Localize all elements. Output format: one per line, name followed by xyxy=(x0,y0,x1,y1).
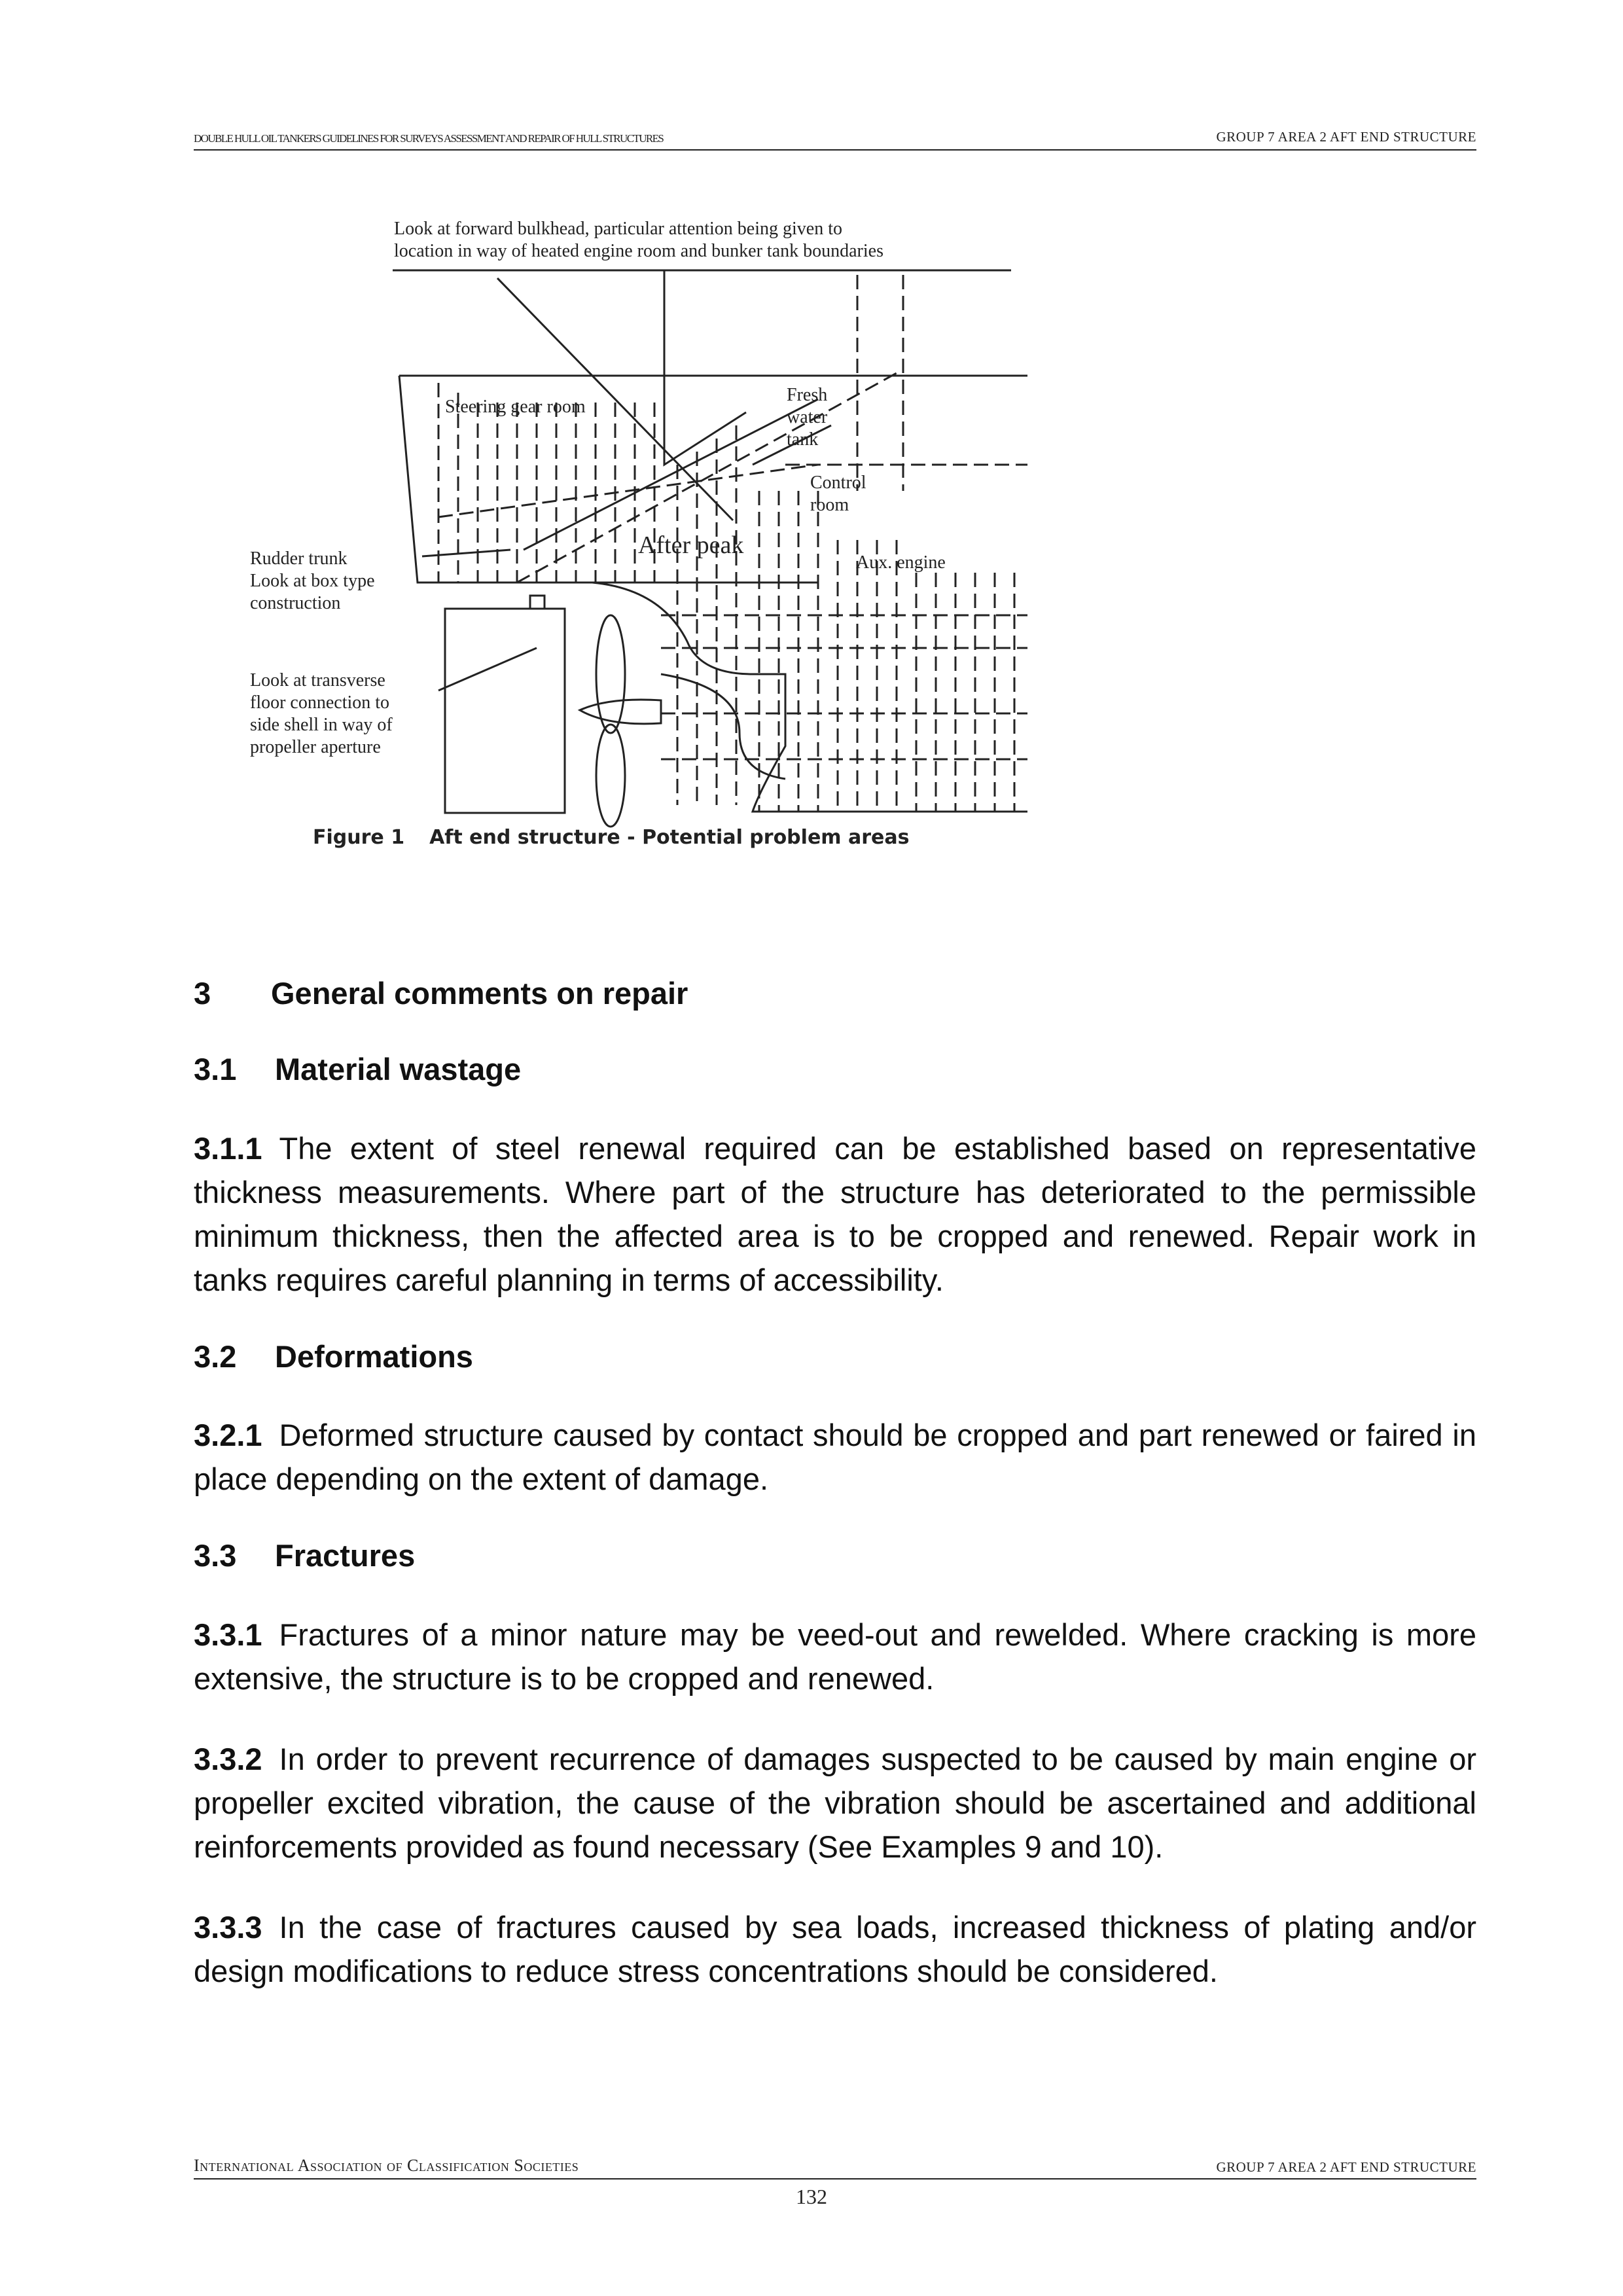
section-title: Material wastage xyxy=(275,1052,522,1087)
section-heading-3-2 xyxy=(194,1338,1476,1375)
leader-cross xyxy=(524,399,818,550)
label-fresh-water-tank-3: tank xyxy=(787,429,819,450)
section-number: 3 xyxy=(194,976,211,1011)
running-footer xyxy=(194,2156,1476,2179)
propeller-blade-lower xyxy=(596,725,625,827)
footer-organization: International Association of Classification Societies xyxy=(194,2156,579,2175)
label-rudder-trunk-1: Rudder trunk xyxy=(250,548,348,569)
stern-tube-boss xyxy=(661,674,785,779)
section-heading-3-3 xyxy=(194,1537,1476,1574)
paragraph-number: 3.3.3 xyxy=(194,1909,262,1945)
label-floor-3: side shell in way of xyxy=(250,715,393,735)
section-heading-3-1 xyxy=(194,1051,1476,1088)
label-control-room-2: room xyxy=(810,495,849,515)
callout-bulkhead-line1: Look at forward bulkhead, particular attention being given to xyxy=(394,219,843,239)
label-rudder-trunk-3: construction xyxy=(250,593,341,613)
figure-caption xyxy=(313,826,909,849)
paragraph-number: 3.3.1 xyxy=(194,1617,262,1652)
label-control-room-1: Control xyxy=(810,473,866,493)
figure-caption-number: Figure 1 xyxy=(313,826,405,849)
paragraph-3-3-3 xyxy=(194,1905,1476,1993)
footer-group-area: GROUP 7 AREA 2 AFT END STRUCTURE xyxy=(1216,2159,1476,2175)
header-group-area: GROUP 7 AREA 2 AFT END STRUCTURE xyxy=(1216,129,1476,145)
label-after-peak: After peak xyxy=(638,531,744,559)
section-title: Deformations xyxy=(275,1338,473,1374)
paragraph-text: Deformed structure caused by contact should be cropped and part renewed or faired in place depending on the extent of damage. xyxy=(194,1418,1476,1497)
label-steering-gear-room: Steering gear room xyxy=(445,397,586,417)
paragraph-text: In the case of fractures caused by sea loads, increased thickness of plating and/or design modifications to reduce stress concentrations should be considered. xyxy=(194,1909,1476,1988)
section-number: 3.3 xyxy=(194,1538,237,1573)
section-number: 3.2 xyxy=(194,1338,237,1374)
aft-end-diagram xyxy=(242,216,1027,844)
section-title: General comments on repair xyxy=(271,976,688,1011)
paragraph-3-1-1 xyxy=(194,1126,1476,1302)
section-title: Fractures xyxy=(275,1538,416,1573)
paragraph-number: 3.2.1 xyxy=(194,1418,262,1453)
rudder-stock xyxy=(530,596,544,609)
paragraph-3-3-2 xyxy=(194,1737,1476,1869)
running-header xyxy=(194,131,1476,151)
label-aux-engine: Aux. engine xyxy=(856,552,946,573)
paragraph-text: The extent of steel renewal required can be established based on representative thickness measurements. Where part of the structure has deteriorated to the permissible minimum thickness, then the affected area is to be cropped and renewed. Repair work in tanks requires careful planning in terms of accessibility. xyxy=(194,1130,1476,1297)
label-floor-4: propeller aperture xyxy=(250,737,381,757)
label-fresh-water-tank-2: water xyxy=(787,407,828,427)
label-floor-1: Look at transverse xyxy=(250,670,385,691)
aft-end-structure-figure xyxy=(242,216,1027,844)
paragraph-3-2-1 xyxy=(194,1413,1476,1501)
propeller-blade-upper xyxy=(596,615,625,733)
label-fresh-water-tank-1: Fresh xyxy=(787,385,828,405)
fresh-water-tank-outline xyxy=(664,376,746,465)
paragraph-number: 3.1.1 xyxy=(194,1130,262,1166)
paragraph-text: Fractures of a minor nature may be veed-out and rewelded. Where cracking is more extensive, the structure is to be cropped and renewed. xyxy=(194,1617,1476,1696)
leader-floor xyxy=(438,648,537,691)
label-floor-2: floor connection to xyxy=(250,692,390,713)
page-number: 132 xyxy=(796,2185,827,2208)
figure-caption-text: Aft end structure - Potential problem areas xyxy=(429,826,910,849)
paragraph-text: In order to prevent recurrence of damages suspected to be caused by main engine or propeller excited vibration, the cause of the vibration should be ascertained and additional reinforcements provided as found necessary (See Examples 9 and 10). xyxy=(194,1741,1476,1864)
callout-bulkhead-line2: location in way of heated engine room and bunker tank boundaries xyxy=(394,241,883,261)
section-number: 3.1 xyxy=(194,1052,237,1087)
header-document-title: DOUBLE HULL OIL TANKERS GUIDELINES FOR SURVEYS ASSESSMENT AND REPAIR OF HULL STRUCTURES xyxy=(194,132,664,145)
rudder xyxy=(445,609,565,813)
document-body xyxy=(194,975,1476,1993)
section-heading-3 xyxy=(194,975,1476,1012)
paragraph-number: 3.3.2 xyxy=(194,1741,262,1776)
label-rudder-trunk-2: Look at box type xyxy=(250,571,375,591)
hull-lower-outline xyxy=(592,583,1027,812)
paragraph-3-3-1 xyxy=(194,1613,1476,1700)
